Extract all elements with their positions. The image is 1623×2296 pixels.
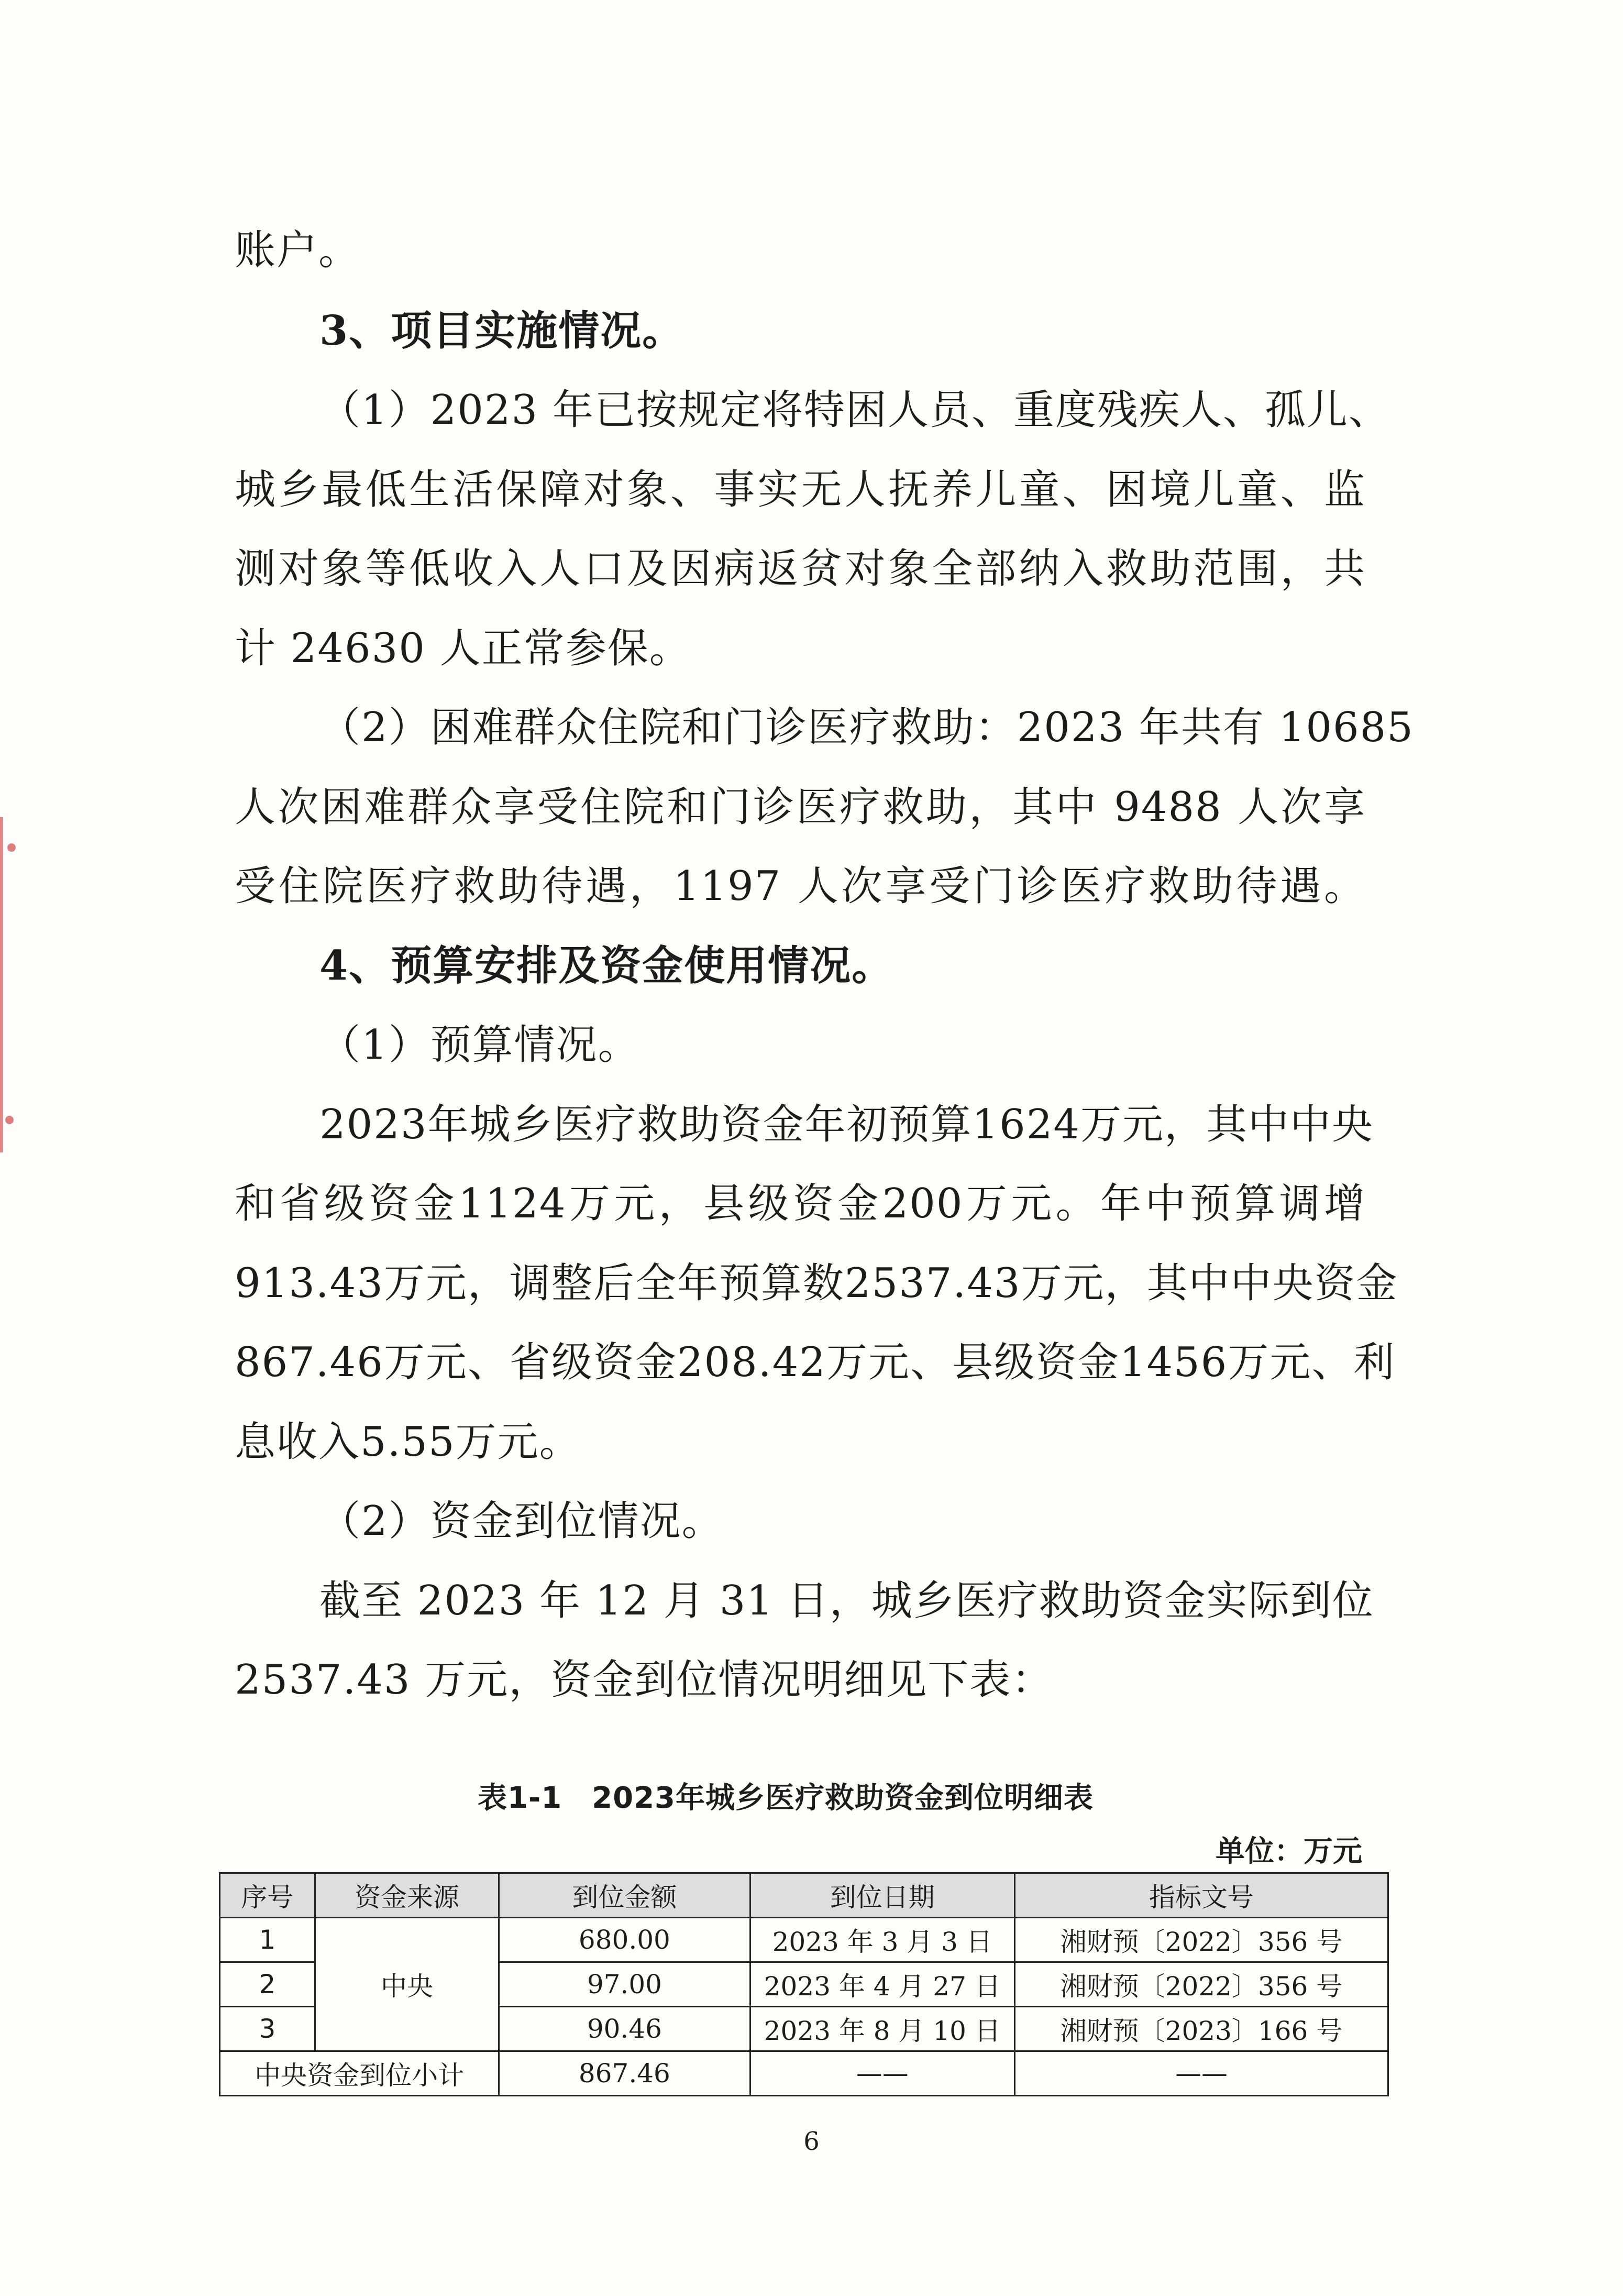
amount-cell: 97.00 xyxy=(499,1962,750,2007)
body-text-line: 2537.43 万元，资金到位情况明细见下表： xyxy=(235,1656,1054,1704)
amount-cell: 680.00 xyxy=(499,1918,750,1962)
body-text-line: 人次困难群众享受住院和门诊医疗救助，其中 9488 人次享 xyxy=(235,784,1366,831)
section-heading-budget: 4、预算安排及资金使用情况。 xyxy=(319,942,894,990)
row-number: 1 xyxy=(220,1918,315,1962)
red-seal-mark xyxy=(5,1116,14,1124)
doc-number-cell: 湘财预〔2023〕166 号 xyxy=(1014,2007,1388,2051)
funds-detail-table xyxy=(219,1872,1389,2096)
body-text-line: 和省级资金1124万元，县级资金200万元。年中预算调增 xyxy=(235,1180,1366,1227)
subsection-heading-budget: （1）预算情况。 xyxy=(319,1021,640,1069)
header-cell: 资金来源 xyxy=(315,1873,499,1918)
header-cell: 指标文号 xyxy=(1014,1873,1388,1918)
body-text-line: 受住院医疗救助待遇，1197 人次享受门诊医疗救助待遇。 xyxy=(235,863,1366,910)
table-row xyxy=(220,1918,1388,1962)
subtotal-doc: —— xyxy=(1014,2051,1388,2096)
subtotal-row xyxy=(220,2051,1388,2096)
red-seal-mark xyxy=(7,843,16,852)
table-unit: 单位：万元 xyxy=(1216,1834,1362,1869)
table-caption: 表1-1 2023年城乡医疗救助资金到位明细表 xyxy=(477,1781,1094,1815)
body-text-line: （1）2023 年已按规定将特困人员、重度残疾人、孤儿、 xyxy=(319,387,1390,434)
header-cell: 序号 xyxy=(220,1873,315,1918)
subsection-heading-funds: （2）资金到位情况。 xyxy=(319,1498,724,1545)
date-cell: 2023 年 4 月 27 日 xyxy=(750,1962,1014,2007)
body-text-line: 计 24630 人正常参保。 xyxy=(235,625,691,672)
body-text-line: 账户。 xyxy=(235,227,361,274)
body-text-line: 2023年城乡医疗救助资金年初预算1624万元，其中中央 xyxy=(319,1101,1374,1148)
doc-number-cell: 湘财预〔2022〕356 号 xyxy=(1014,1918,1388,1962)
body-text-line: 息收入5.55万元。 xyxy=(235,1419,581,1466)
red-seal-edge xyxy=(0,817,17,1152)
body-text-line: 测对象等低收入人口及因病返贫对象全部纳入救助范围，共 xyxy=(235,545,1366,592)
body-text-line: 截至 2023 年 12 月 31 日，城乡医疗救助资金实际到位 xyxy=(319,1577,1374,1624)
body-text-line: （2）困难群众住院和门诊医疗救助：2023 年共有 10685 xyxy=(319,704,1414,751)
body-text-line: 城乡最低生活保障对象、事实无人抚养儿童、困境儿童、监 xyxy=(235,466,1366,513)
amount-cell: 90.46 xyxy=(499,2007,750,2051)
subtotal-amount: 867.46 xyxy=(499,2051,750,2096)
row-number: 2 xyxy=(220,1962,315,2007)
doc-number-cell: 湘财预〔2022〕356 号 xyxy=(1014,1962,1388,2007)
date-cell: 2023 年 3 月 3 日 xyxy=(750,1918,1014,1962)
header-cell: 到位日期 xyxy=(750,1873,1014,1918)
row-number: 3 xyxy=(220,2007,315,2051)
date-cell: 2023 年 8 月 10 日 xyxy=(750,2007,1014,2051)
subtotal-label: 中央资金到位小计 xyxy=(220,2051,499,2096)
body-text-line: 867.46万元、省级资金208.42万元、县级资金1456万元、利 xyxy=(235,1339,1396,1386)
subtotal-date: —— xyxy=(750,2051,1014,2096)
table-header-row xyxy=(220,1873,1388,1918)
section-heading-implementation: 3、项目实施情况。 xyxy=(319,307,684,355)
fund-source: 中央 xyxy=(315,1918,499,2051)
body-text-line: 913.43万元，调整后全年预算数2537.43万元，其中中央资金 xyxy=(235,1260,1398,1307)
header-cell: 到位金额 xyxy=(499,1873,750,1918)
page-number: 6 xyxy=(803,2127,820,2156)
